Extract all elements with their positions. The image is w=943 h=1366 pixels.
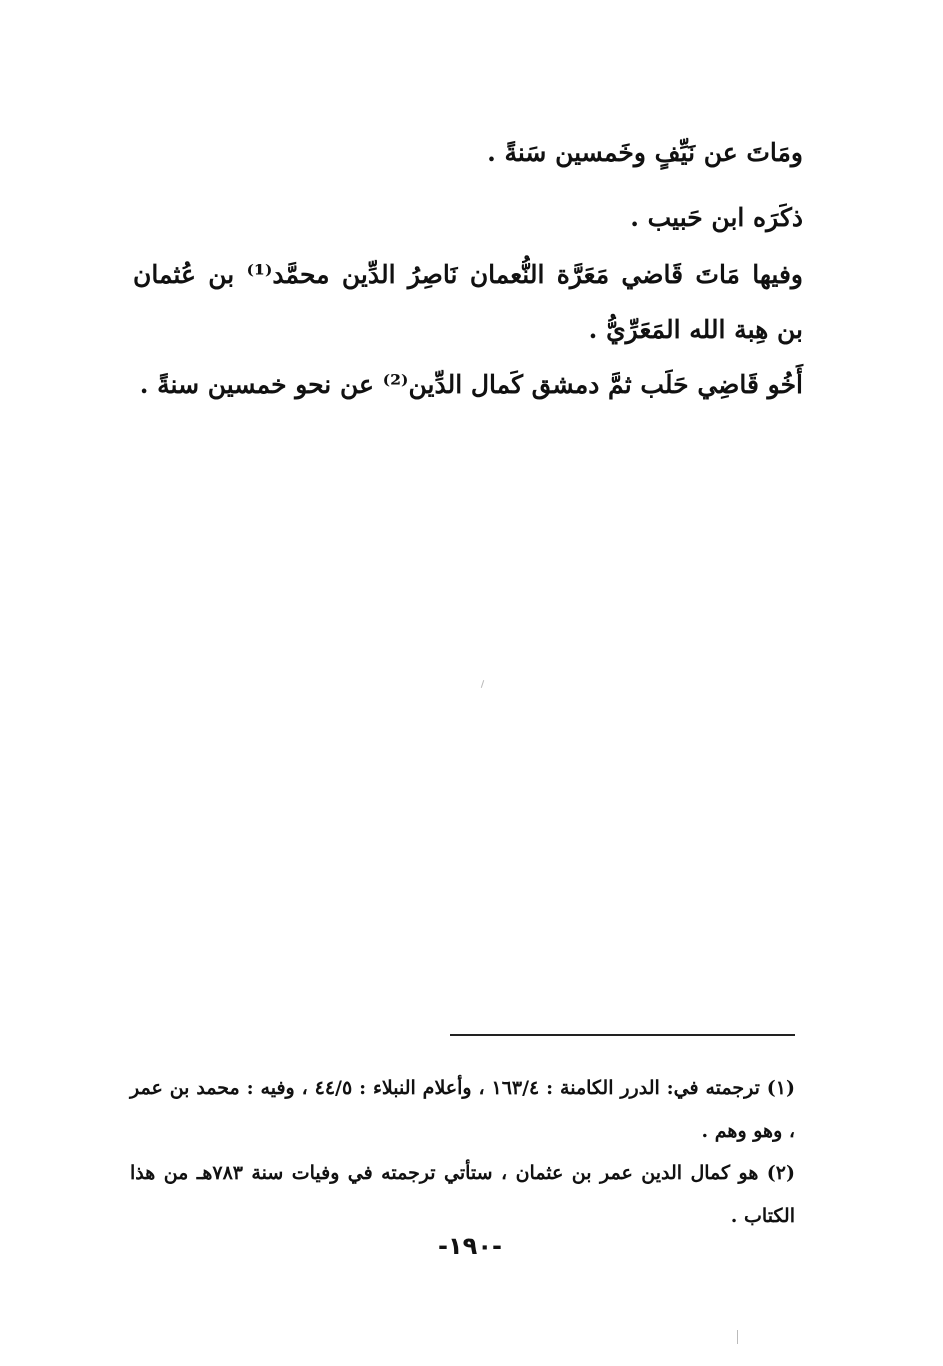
paragraph-qadi-entry: وفيها مَاتَ قَاضي مَعَرَّة النُّعمان نَاصِرُ الدِّين محمَّد⁽¹⁾ بن عُثمان بن هِبة الله المَعَرِّيُّ . [133, 260, 804, 344]
footnote-separator [450, 1034, 795, 1036]
page-number: -١٩٠- [438, 1232, 502, 1260]
footnote-2: (٢) هو كمال الدين عمر بن عثمان ، ستأتي ترجمته في وفيات سنة ٧٨٣هـ من هذا الكتاب . [130, 1162, 795, 1227]
scan-speck [737, 1330, 738, 1344]
paragraph-death-note: ومَاتَ عن نَيِّفٍ وخَمسين سَنةً . [487, 138, 803, 167]
scan-speck [481, 680, 484, 688]
paragraph-brother-entry: أَخُو قَاضِي حَلَب ثمَّ دمشق كَمال الدِّين⁽²⁾ عن نحو خمسين سنةً . [139, 370, 803, 399]
footnote-1: (١) ترجمته في: الدرر الكامنة : ١٦٣/٤ ، وأعلام النبلاء : ٤٤/٥ ، وفيه : محمد بن عمر ، وهو وهم . [130, 1077, 796, 1142]
paragraph-source-note: ذكَرَه ابن حَبيب . [630, 203, 803, 232]
